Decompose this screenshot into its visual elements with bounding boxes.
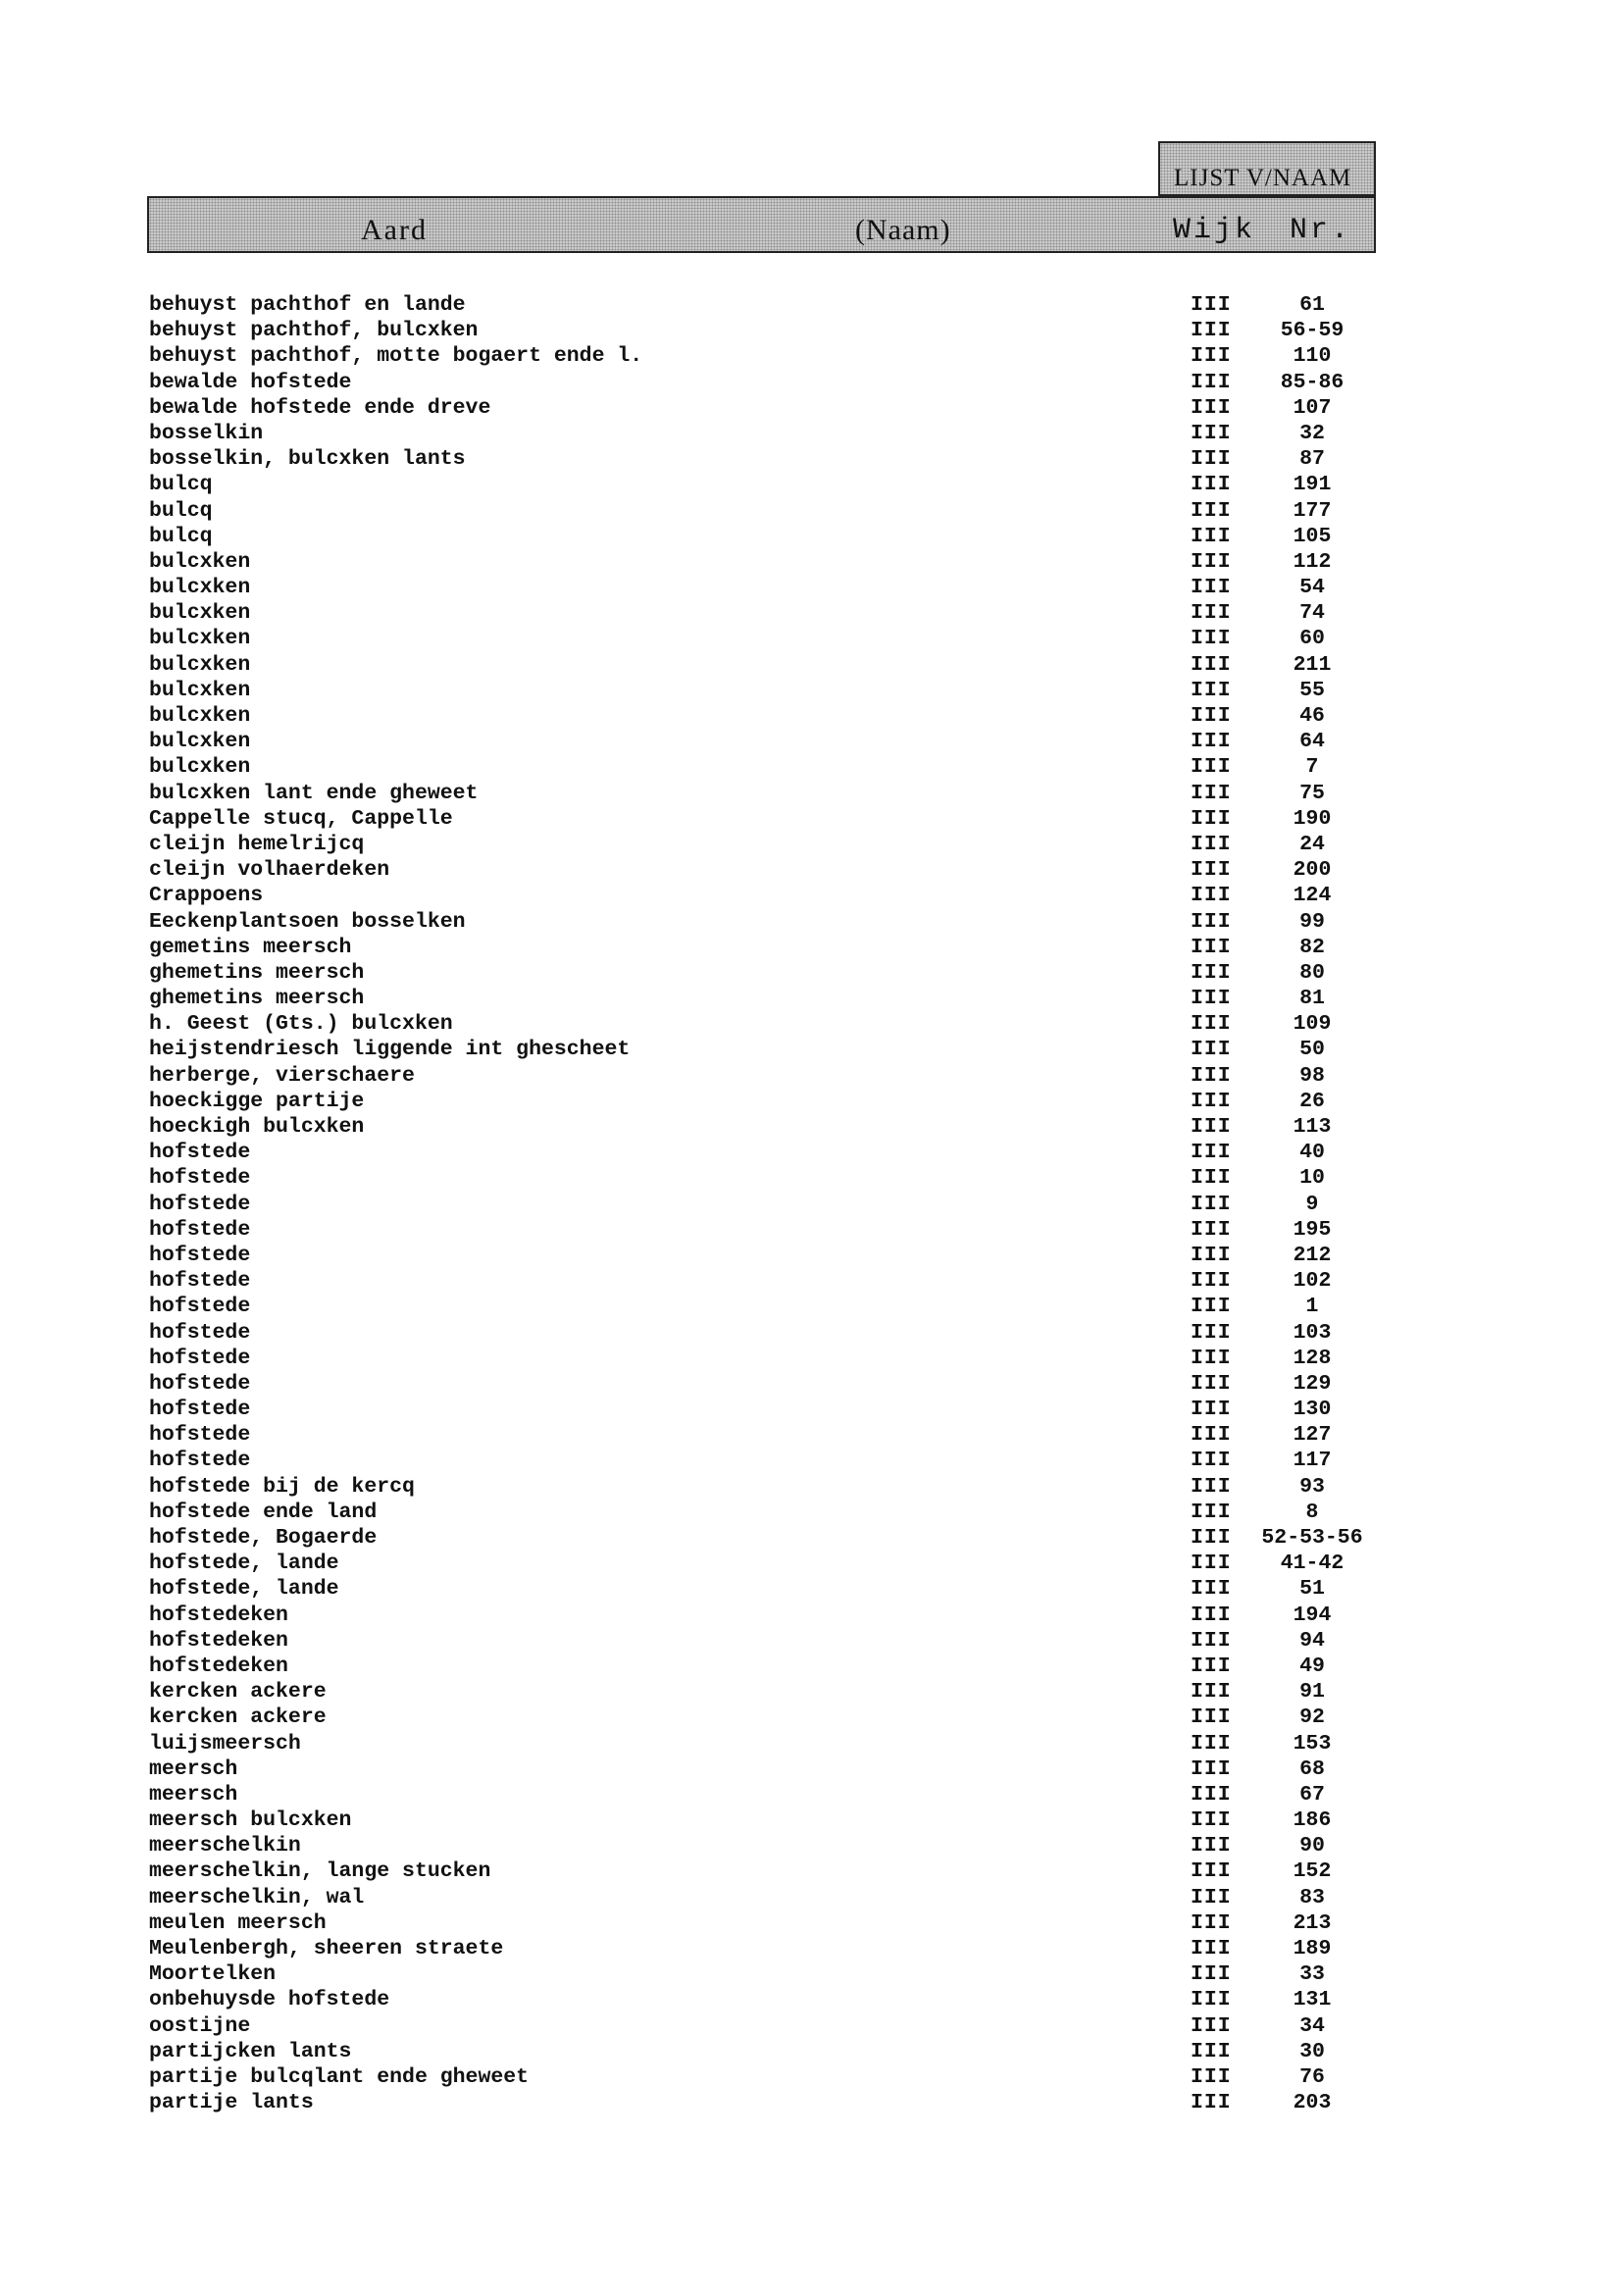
entry-nr: 117 [1293,1449,1332,1473]
entry-aard: hofstede [149,1243,251,1267]
entry-wijk: III [1191,678,1232,702]
entry-wijk: III [1191,1423,1232,1448]
list-item [0,498,1624,524]
entry-nr: 107 [1293,395,1332,420]
entry-aard: heijstendriesch liggende int ghescheet [149,1038,631,1062]
entry-wijk: III [1191,319,1232,343]
entry-nr: 127 [1293,1423,1332,1448]
entry-aard: Cappelle stucq, Cappelle [149,806,453,831]
entry-aard: cleijn hemelrijcq [149,832,365,856]
entry-nr: 54 [1299,576,1325,600]
column-header-aard: Aard [361,214,428,246]
entry-nr: 55 [1299,678,1325,702]
list-item [0,1525,1624,1551]
entry-wijk: III [1191,755,1232,780]
entry-wijk: III [1191,704,1232,728]
entry-nr: 24 [1299,832,1325,856]
entry-nr: 189 [1293,1937,1332,1960]
entry-nr: 90 [1299,1834,1325,1858]
entry-aard: bosselkin, bulcxken lants [149,447,466,472]
list-item [0,292,1624,318]
entry-nr: 152 [1293,1859,1332,1884]
list-item [0,1910,1624,1936]
entry-wijk: III [1191,1988,1232,2012]
entry-nr: 75 [1299,781,1325,805]
list-item [0,2013,1624,2039]
entry-nr: 10 [1299,1166,1325,1191]
entry-nr: 195 [1293,1217,1332,1242]
entry-nr: 177 [1293,498,1332,523]
entry-nr: 26 [1299,1089,1325,1113]
list-item [0,857,1624,883]
entry-nr: 91 [1299,1680,1325,1705]
entry-wijk: III [1191,1577,1232,1602]
entry-aard: hofstedeken [149,1654,288,1678]
entry-wijk: III [1191,1217,1232,1242]
entry-wijk: III [1191,935,1232,959]
entry-aard: partije bulcqlant ende gheweet [149,2064,530,2089]
list-item [0,754,1624,780]
entry-nr: 60 [1299,627,1325,651]
entry-wijk: III [1191,1859,1232,1884]
entry-nr: 67 [1299,1782,1325,1807]
entry-wijk: III [1191,1012,1232,1037]
entry-nr: 213 [1293,1910,1332,1935]
entry-wijk: III [1191,1398,1232,1422]
entry-aard: hofstede [149,1192,251,1216]
entry-aard: bulcxken [149,755,251,780]
entry-aard: hofstede [149,1449,251,1473]
entry-nr: 130 [1293,1398,1332,1422]
entry-aard: hoeckigh bulcxken [149,1115,365,1139]
entry-aard: hofstedeken [149,1628,288,1653]
entry-wijk: III [1191,1552,1232,1576]
column-header-naam: (Naam) [855,214,951,246]
entry-wijk: III [1191,1526,1232,1550]
list-item [0,1807,1624,1833]
entry-wijk: III [1191,1449,1232,1473]
list-item [0,1833,1624,1858]
entry-nr: 190 [1293,806,1332,831]
entry-wijk: III [1191,1756,1232,1781]
entry-wijk: III [1191,858,1232,883]
entry-wijk: III [1191,1295,1232,1319]
entry-nr: 99 [1299,909,1325,934]
entry-nr: 131 [1293,1988,1332,2012]
entry-aard: bosselkin [149,421,264,445]
list-name-tab [1158,141,1376,196]
entry-aard: kercken ackere [149,1680,327,1705]
entry-wijk: III [1191,730,1232,754]
entry-wijk: III [1191,1680,1232,1705]
list-item [0,1628,1624,1654]
entry-aard: bulcxken [149,601,251,626]
entry-wijk: III [1191,2064,1232,2089]
list-item [0,2090,1624,2115]
entry-wijk: III [1191,1706,1232,1730]
list-item [0,1243,1624,1268]
entry-wijk: III [1191,627,1232,651]
list-item [0,1885,1624,1910]
entry-nr: 92 [1299,1706,1325,1730]
entry-wijk: III [1191,1320,1232,1345]
entry-wijk: III [1191,498,1232,523]
entry-wijk: III [1191,806,1232,831]
entry-nr: 98 [1299,1063,1325,1088]
list-item [0,1011,1624,1037]
entry-wijk: III [1191,601,1232,626]
entry-nr: 49 [1299,1654,1325,1678]
entry-wijk: III [1191,1962,1232,1987]
list-item [0,1346,1624,1371]
list-item [0,1397,1624,1422]
entry-nr: 61 [1299,293,1325,317]
entry-wijk: III [1191,1038,1232,1062]
entry-nr: 191 [1293,473,1332,497]
list-item [0,652,1624,678]
list-item [0,1858,1624,1884]
list-item [0,1165,1624,1191]
entry-nr: 30 [1299,2039,1325,2063]
entry-wijk: III [1191,1834,1232,1858]
entry-wijk: III [1191,1243,1232,1267]
list-item [0,703,1624,729]
entry-aard: hofstede [149,1371,251,1396]
list-item [0,1192,1624,1217]
list-item [0,1089,1624,1114]
list-item [0,370,1624,395]
entry-nr: 93 [1299,1474,1325,1499]
entry-nr: 110 [1293,344,1332,369]
entry-aard: hofstede [149,1141,251,1165]
entry-nr: 64 [1299,730,1325,754]
list-item [0,1679,1624,1705]
entry-nr: 194 [1293,1603,1332,1627]
entry-wijk: III [1191,1346,1232,1370]
list-item [0,1448,1624,1473]
entry-aard: bewalde hofstede [149,370,352,394]
list-item [0,1217,1624,1243]
list-item [0,1987,1624,2012]
list-item [0,549,1624,575]
list-item [0,318,1624,343]
column-header-wijk: Wijk [1173,214,1256,247]
entry-aard: bulcxken [149,549,251,574]
entry-aard: partijcken lants [149,2039,352,2063]
entry-nr: 94 [1299,1628,1325,1653]
entry-aard: partije lants [149,2091,314,2115]
entry-aard: meulen meersch [149,1910,327,1935]
entry-aard: Meulenbergh, sheeren straete [149,1937,504,1960]
entry-aard: hofstede [149,1166,251,1191]
column-header-nr: Nr. [1290,214,1352,247]
entry-wijk: III [1191,781,1232,805]
entry-wijk: III [1191,1731,1232,1756]
entry-nr: 87 [1299,447,1325,472]
entry-wijk: III [1191,1371,1232,1396]
list-item [0,909,1624,935]
entry-aard: hofstedeken [149,1603,288,1627]
entry-aard: bulcxken lant ende gheweet [149,781,479,805]
entry-aard: bulcq [149,498,213,523]
list-item [0,1654,1624,1679]
entry-aard: luijsmeersch [149,1731,301,1756]
entry-aard: bulcxken [149,576,251,600]
entry-wijk: III [1191,524,1232,548]
entry-wijk: III [1191,1474,1232,1499]
list-item [0,446,1624,472]
list-item [0,1731,1624,1756]
entry-nr: 153 [1293,1731,1332,1756]
entry-wijk: III [1191,1192,1232,1216]
list-item [0,472,1624,497]
entry-aard: behuyst pachthof en lande [149,293,466,317]
entry-aard: bulcq [149,524,213,548]
list-item [0,1782,1624,1807]
list-item [0,986,1624,1011]
entry-nr: 203 [1293,2091,1332,2115]
list-item [0,1551,1624,1576]
entry-aard: hofstede [149,1295,251,1319]
entry-nr: 41-42 [1280,1552,1345,1576]
entry-wijk: III [1191,1089,1232,1113]
entry-wijk: III [1191,1141,1232,1165]
list-item [0,781,1624,806]
entry-wijk: III [1191,421,1232,445]
entry-wijk: III [1191,1654,1232,1678]
list-item [0,1140,1624,1165]
entry-nr: 33 [1299,1962,1325,1987]
list-item [0,2064,1624,2090]
entry-nr: 113 [1293,1115,1332,1139]
entry-nr: 80 [1299,960,1325,985]
entry-aard: hofstede, lande [149,1552,339,1576]
entry-nr: 186 [1293,1808,1332,1833]
list-item [0,2039,1624,2064]
entry-wijk: III [1191,2039,1232,2063]
list-item [0,1294,1624,1319]
entry-wijk: III [1191,344,1232,369]
entry-wijk: III [1191,987,1232,1011]
entry-wijk: III [1191,1782,1232,1807]
entry-aard: onbehuysde hofstede [149,1988,390,2012]
list-item [0,1474,1624,1500]
entry-aard: cleijn volhaerdeken [149,858,390,883]
list-item [0,524,1624,549]
entry-nr: 103 [1293,1320,1332,1345]
entry-nr: 9 [1305,1192,1319,1216]
entry-wijk: III [1191,1910,1232,1935]
entry-nr: 83 [1299,1885,1325,1909]
entry-aard: hofstede [149,1269,251,1294]
entry-wijk: III [1191,370,1232,394]
entry-aard: kercken ackere [149,1706,327,1730]
entry-aard: hofstede [149,1320,251,1345]
entry-nr: 46 [1299,704,1325,728]
entry-nr: 52-53-56 [1261,1526,1363,1550]
entry-aard: meersch bulcxken [149,1808,352,1833]
entry-nr: 105 [1293,524,1332,548]
list-item [0,395,1624,421]
entry-nr: 112 [1293,549,1332,574]
entry-nr: 74 [1299,601,1325,626]
entry-nr: 200 [1293,858,1332,883]
list-item [0,1936,1624,1961]
entry-wijk: III [1191,1269,1232,1294]
list-item [0,1422,1624,1448]
list-item [0,1576,1624,1602]
entry-aard: Moortelken [149,1962,277,1987]
list-item [0,1320,1624,1346]
entry-wijk: III [1191,473,1232,497]
entry-wijk: III [1191,1937,1232,1960]
entry-aard: meersch [149,1756,238,1781]
entry-nr: 211 [1293,652,1332,677]
entry-aard: bulcxken [149,704,251,728]
entry-aard: Crappoens [149,884,264,908]
entry-aard: bulcxken [149,652,251,677]
entry-wijk: III [1191,549,1232,574]
list-item [0,421,1624,446]
entry-wijk: III [1191,576,1232,600]
list-item [0,1500,1624,1525]
entry-nr: 129 [1293,1371,1332,1396]
list-item [0,1756,1624,1782]
entry-aard: hofstede, Bogaerde [149,1526,378,1550]
entry-nr: 32 [1299,421,1325,445]
entry-nr: 8 [1305,1500,1319,1524]
list-item [0,343,1624,369]
entry-aard: bulcxken [149,627,251,651]
list-item [0,883,1624,908]
entry-nr: 56-59 [1280,319,1345,343]
entry-aard: oostijne [149,2013,251,2038]
entry-aard: hofstede [149,1217,251,1242]
entry-aard: gemetins meersch [149,935,352,959]
entry-aard: hofstede [149,1398,251,1422]
list-item [0,1114,1624,1140]
entry-aard: meerschelkin, lange stucken [149,1859,491,1884]
entry-nr: 40 [1299,1141,1325,1165]
entry-nr: 85-86 [1280,370,1345,394]
entry-aard: Eeckenplantsoen bosselken [149,909,466,934]
entry-wijk: III [1191,1808,1232,1833]
list-item [0,1037,1624,1062]
entry-nr: 76 [1299,2064,1325,2089]
entry-nr: 128 [1293,1346,1332,1370]
entry-nr: 109 [1293,1012,1332,1037]
list-item [0,1063,1624,1089]
entry-aard: behuyst pachthof, motte bogaert ende l. [149,344,643,369]
entry-aard: behuyst pachthof, bulcxken [149,319,479,343]
list-item [0,729,1624,754]
list-item [0,806,1624,832]
entry-wijk: III [1191,652,1232,677]
column-header [147,196,1376,253]
entry-wijk: III [1191,1115,1232,1139]
entry-nr: 102 [1293,1269,1332,1294]
list-item [0,935,1624,960]
list-name-label: LIJST V/NAAM [1174,165,1352,191]
entry-nr: 1 [1305,1295,1319,1319]
list-item [0,1371,1624,1397]
entry-wijk: III [1191,960,1232,985]
entry-aard: hofstede ende land [149,1500,378,1524]
entry-aard: meersch [149,1782,238,1807]
list-item [0,1705,1624,1730]
entry-nr: 82 [1299,935,1325,959]
list-item [0,832,1624,857]
list-item [0,1268,1624,1294]
entry-aard: bulcq [149,473,213,497]
entry-wijk: III [1191,293,1232,317]
entry-aard: bulcxken [149,730,251,754]
entry-aard: bewalde hofstede ende dreve [149,395,491,420]
entry-wijk: III [1191,447,1232,472]
list-item [0,960,1624,986]
entry-list [0,292,1624,2115]
entry-wijk: III [1191,2091,1232,2115]
entry-nr: 50 [1299,1038,1325,1062]
entry-wijk: III [1191,1603,1232,1627]
entry-aard: hofstede [149,1423,251,1448]
entry-aard: ghemetins meersch [149,960,365,985]
entry-wijk: III [1191,2013,1232,2038]
entry-wijk: III [1191,1166,1232,1191]
entry-aard: ghemetins meersch [149,987,365,1011]
list-item [0,1603,1624,1628]
entry-aard: meerschelkin [149,1834,301,1858]
entry-wijk: III [1191,1500,1232,1524]
entry-nr: 51 [1299,1577,1325,1602]
list-item [0,626,1624,651]
entry-aard: hoeckigge partije [149,1089,365,1113]
entry-nr: 68 [1299,1756,1325,1781]
entry-wijk: III [1191,1063,1232,1088]
list-item [0,1961,1624,1987]
entry-aard: hofstede, lande [149,1577,339,1602]
entry-aard: herberge, vierschaere [149,1063,415,1088]
entry-nr: 34 [1299,2013,1325,2038]
entry-aard: h. Geest (Gts.) bulcxken [149,1012,453,1037]
list-item [0,575,1624,600]
entry-nr: 7 [1305,755,1319,780]
entry-wijk: III [1191,1628,1232,1653]
entry-wijk: III [1191,395,1232,420]
list-item [0,678,1624,703]
entry-wijk: III [1191,832,1232,856]
entry-aard: hofstede bij de kercq [149,1474,415,1499]
entry-wijk: III [1191,884,1232,908]
entry-wijk: III [1191,909,1232,934]
list-item [0,600,1624,626]
entry-nr: 212 [1293,1243,1332,1267]
entry-wijk: III [1191,1885,1232,1909]
entry-aard: bulcxken [149,678,251,702]
entry-nr: 124 [1293,884,1332,908]
entry-aard: hofstede [149,1346,251,1370]
entry-nr: 81 [1299,987,1325,1011]
entry-aard: meerschelkin, wal [149,1885,365,1909]
